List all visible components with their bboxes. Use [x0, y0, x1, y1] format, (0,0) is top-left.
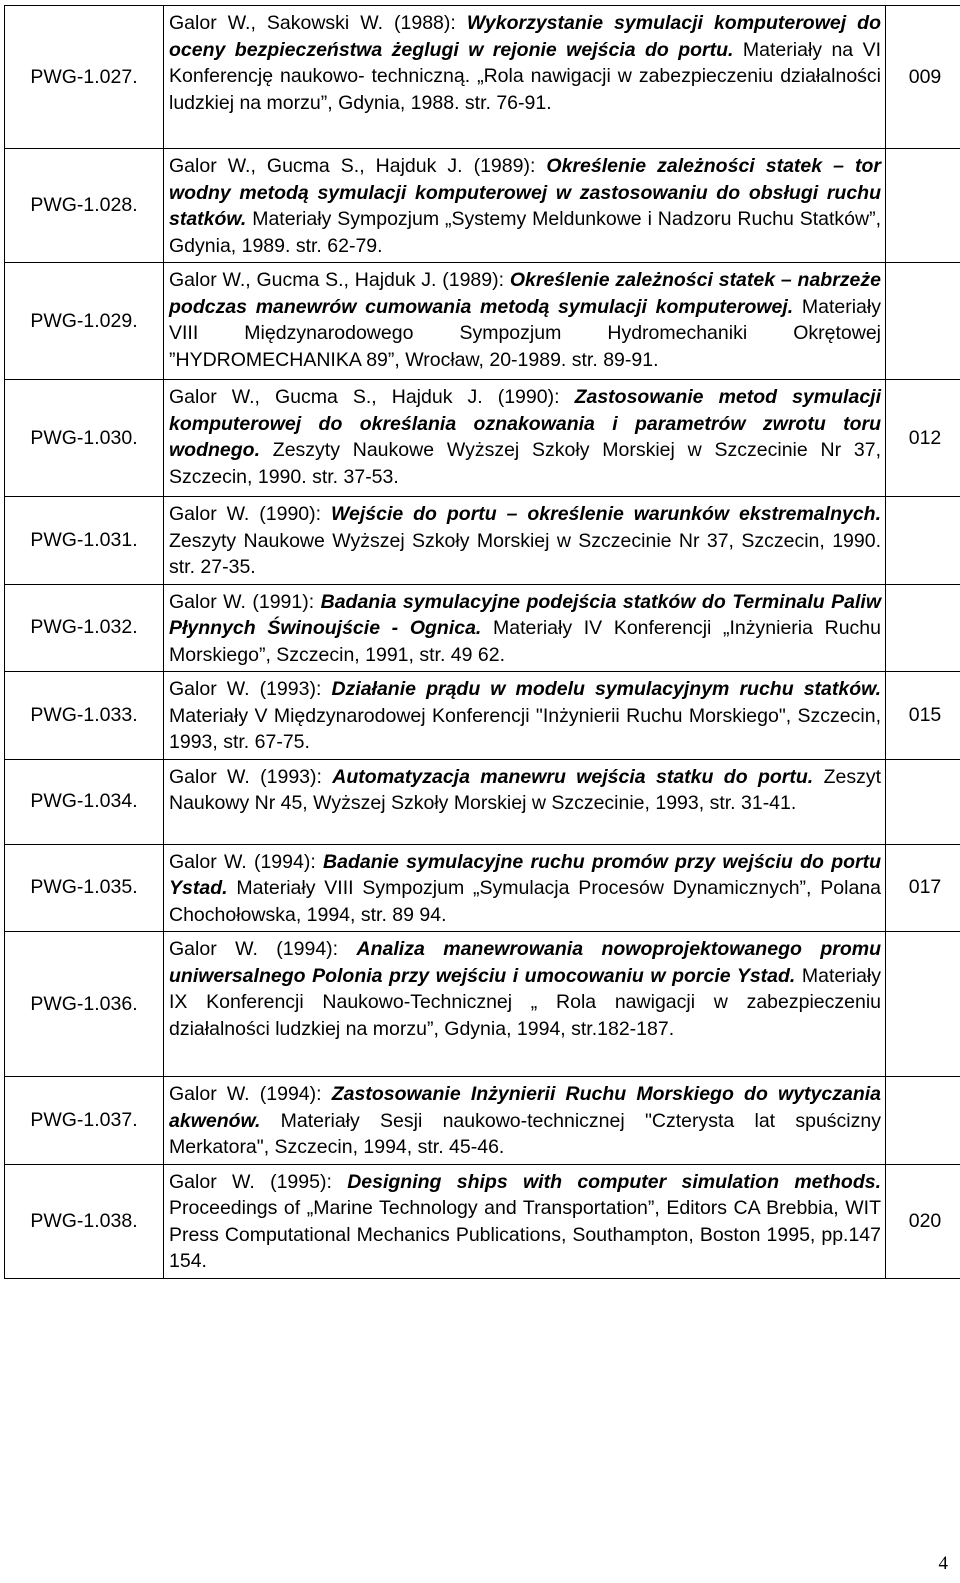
publication-code: PWG-1.038.	[5, 1164, 164, 1278]
publication-reference	[164, 497, 886, 585]
publication-code: PWG-1.035.	[5, 844, 164, 932]
publication-reference	[164, 844, 886, 932]
reference-source: Materiały Sympozjum „Systemy Meldunkowe i Nadzoru Ruchu Statków”, Gdynia, 1989. str. 62-79.	[169, 208, 881, 257]
reference-authors: Galor W. (1994):	[169, 1083, 332, 1105]
publication-reference	[164, 380, 886, 497]
publication-code: PWG-1.027.	[5, 6, 164, 149]
reference-title: Wejście do portu – określenie warunków ekstremalnych.	[330, 503, 881, 525]
publication-reference	[164, 6, 886, 149]
table-row	[5, 6, 960, 149]
publication-code: PWG-1.029.	[5, 263, 164, 380]
reference-authors: Galor W. (1990):	[169, 503, 331, 525]
publication-reference	[164, 672, 886, 760]
publication-reference	[164, 759, 886, 844]
page-number: 4	[938, 1553, 948, 1574]
reference-authors: Galor W. (1993):	[169, 678, 332, 700]
reference-text	[169, 10, 881, 116]
reference-authors: Galor W., Gucma S., Hajduk J. (1989):	[169, 155, 547, 177]
reference-text	[169, 589, 881, 669]
publication-code: PWG-1.030.	[5, 380, 164, 497]
attachment-number: 012	[886, 380, 960, 497]
publication-reference	[164, 263, 886, 380]
table-row	[5, 672, 960, 760]
attachment-number: 015	[886, 672, 960, 760]
reference-title: Analiza manewrowania nowoprojektowanego promu uniwersalnego Polonia przy wejściu i umocowaniu w porcie Ystad.	[169, 938, 881, 987]
reference-source: Materiały VIII Międzynarodowego Sympozjum Hydromechaniki Okrętowej ”HYDROMECHANIKA 89”, Wrocław, 20-1989. str. 89-91.	[169, 295, 881, 371]
reference-text	[169, 676, 881, 756]
table-row	[5, 497, 960, 585]
attachment-number	[886, 263, 960, 380]
reference-title: Działanie prądu w modelu symulacyjnym ruchu statków.	[331, 678, 881, 700]
publication-reference	[164, 1077, 886, 1165]
publication-table	[4, 5, 960, 1279]
reference-title: Badania symulacyjne podejścia statków do Terminalu Paliw Płynnych Świnoujście - Ognica.	[169, 590, 882, 639]
reference-authors: Galor W., Sakowski W. (1988):	[169, 12, 467, 34]
publication-code: PWG-1.028.	[5, 149, 164, 263]
publication-reference	[164, 1164, 886, 1278]
reference-text	[169, 501, 881, 581]
publication-reference	[164, 149, 886, 263]
reference-authors: Galor W. (1991):	[169, 590, 321, 613]
reference-authors: Galor W. (1995):	[169, 1170, 348, 1193]
publication-code: PWG-1.031.	[5, 497, 164, 585]
table-row	[5, 932, 960, 1077]
attachment-number	[886, 759, 960, 844]
reference-text	[169, 764, 881, 817]
attachment-number	[886, 149, 960, 263]
reference-source: Materiały IX Konferencji Naukowo-Technicznej „ Rola nawigacji w zabezpieczeniu działalności ludzkiej na morzu”, Gdynia, 1994, str.182-187.	[169, 964, 881, 1040]
reference-title: Określenie zależności statek – tor wodny metodą symulacji komputerowej w zastosowaniu do obsługi ruchu statków.	[169, 155, 881, 230]
reference-title: Zastosowanie metod symulacji komputerowej do określania oznakowania i parametrów zwrotu toru wodnego.	[169, 386, 881, 461]
reference-authors: Galor W. (1994):	[169, 850, 324, 873]
table-row	[5, 380, 960, 497]
reference-source: Zeszyt Naukowy Nr 45, Wyższej Szkoły Morskiej w Szczecinie, 1993, str. 31-41.	[169, 765, 882, 814]
reference-source: Materiały VIII Sympozjum „Symulacja Procesów Dynamicznych”, Polana Chochołowska, 1994, str. 89 94.	[169, 877, 881, 926]
reference-text	[169, 936, 881, 1042]
publication-code: PWG-1.036.	[5, 932, 164, 1077]
reference-text	[169, 849, 881, 929]
attachment-number	[886, 497, 960, 585]
publication-table-body	[5, 6, 960, 1279]
attachment-number	[886, 1077, 960, 1165]
reference-title: Wykorzystanie symulacji komputerowej do oceny bezpieczeństwa żeglugi w rejonie wejścia do portu.	[169, 12, 881, 61]
reference-text	[169, 153, 881, 259]
reference-text	[169, 1081, 881, 1161]
table-row	[5, 1164, 960, 1278]
table-row	[5, 263, 960, 380]
reference-authors: Galor W., Gucma S., Hajduk J. (1990):	[169, 386, 575, 408]
reference-source: Proceedings of „Marine Technology and Transportation”, Editors CA Brebbia, WIT Press Computational Mechanics Publications, Southampton, Boston 1995, pp.147 154.	[169, 1197, 881, 1272]
publication-code: PWG-1.033.	[5, 672, 164, 760]
reference-text	[169, 267, 881, 373]
publication-code: PWG-1.032.	[5, 584, 164, 672]
reference-title: Designing ships with computer simulation methods.	[347, 1170, 882, 1193]
reference-authors: Galor W. (1993):	[169, 765, 333, 788]
reference-source: Materiały na VI Konferencję naukowo- techniczną. „Rola nawigacji w zabezpieczeniu działalności ludzkiej na morzu”, Gdynia, 1988. str. 76-91.	[169, 38, 881, 114]
reference-title: Badanie symulacyjne ruchu promów przy wejściu do portu Ystad.	[169, 850, 882, 899]
table-row	[5, 1077, 960, 1165]
publication-code: PWG-1.037.	[5, 1077, 164, 1165]
reference-title: Określenie zależności statek – nabrzeże podczas manewrów cumowania metodą symulacji komputerowej.	[169, 269, 881, 318]
reference-source: Zeszyty Naukowe Wyższej Szkoły Morskiej w Szczecinie Nr 37, Szczecin, 1990. str. 27-35.	[169, 529, 881, 578]
reference-text	[169, 384, 881, 490]
attachment-number: 009	[886, 6, 960, 149]
table-row	[5, 844, 960, 932]
attachment-number	[886, 584, 960, 672]
table-row	[5, 584, 960, 672]
attachment-number: 017	[886, 844, 960, 932]
reference-source: Materiały V Międzynarodowej Konferencji "Inżynierii Ruchu Morskiego", Szczecin, 1993, str. 67-75.	[169, 704, 881, 753]
reference-source: Materiały Sesji naukowo-technicznej "Czterysta lat spuścizny Merkatora", Szczecin, 1994, str. 45-46.	[169, 1109, 881, 1158]
reference-text	[169, 1169, 881, 1275]
reference-title: Automatyzacja manewru wejścia statku do portu.	[332, 765, 814, 788]
reference-title: Zastosowanie Inżynierii Ruchu Morskiego do wytyczania akwenów.	[169, 1083, 881, 1132]
attachment-number: 020	[886, 1164, 960, 1278]
publication-reference	[164, 932, 886, 1077]
publication-code: PWG-1.034.	[5, 759, 164, 844]
publication-reference	[164, 584, 886, 672]
table-row	[5, 759, 960, 844]
reference-authors: Galor W., Gucma S., Hajduk J. (1989):	[169, 269, 510, 291]
table-row	[5, 149, 960, 263]
attachment-number	[886, 932, 960, 1077]
reference-source: Materiały IV Konferencji „Inżynieria Ruchu Morskiego”, Szczecin, 1991, str. 49 62.	[169, 617, 881, 666]
reference-authors: Galor W. (1994):	[169, 938, 357, 960]
reference-source: Zeszyty Naukowe Wyższej Szkoły Morskiej w Szczecinie Nr 37, Szczecin, 1990. str. 37-53.	[169, 439, 881, 488]
